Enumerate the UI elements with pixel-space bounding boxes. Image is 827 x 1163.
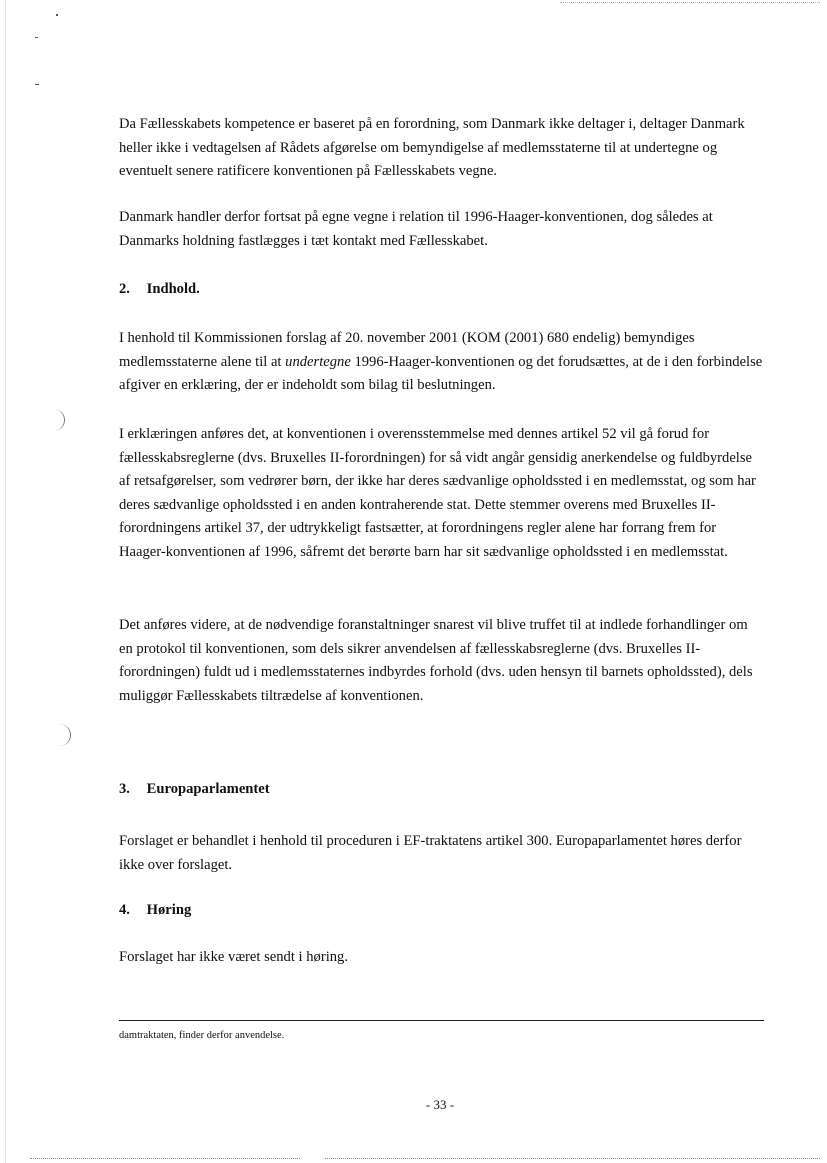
heading-indhold (119, 279, 200, 299)
scan-speck (35, 37, 38, 38)
paragraph-text: I henhold til Kommissionen forslag af 20. november 2001 (KOM (2001) 680 endelig) bemyndiges medlemsstaterne alene til at (119, 330, 695, 370)
paragraph-competence: Da Fællesskabets kompetence er baseret på en forordning, som Danmark ikke deltager i, deltager Danmark heller ikke i vedtagelsen af Rådets afgørelse om bemyndigelse af medlemsstaterne til at undertegne og eventuelt senere ratificere konventionen på Fællesskabets vegne. (119, 116, 745, 179)
emphasis-undertegne: undertegne (285, 353, 351, 370)
heading-number: 4. (119, 902, 130, 918)
heading-number: 2. (119, 281, 130, 297)
footnote-text: damtraktaten, finder derfor anvendelse. (119, 1030, 285, 1041)
paragraph-text: 1996-Haager-konventionen og det forudsættes, at de i den forbindelse afgiver en erklæring, der er indeholdt som bilag til beslutningen. (119, 353, 763, 393)
scan-noise-bottom (325, 1158, 820, 1159)
paragraph-commission-proposal (119, 327, 765, 398)
paragraph-denmark-acts: Danmark handler derfor fortsat på egne vegne i relation til 1996-Haager-konventionen, dog således at Danmarks holdning fastlægges i tæt kontakt med Fællesskabet. (119, 209, 713, 249)
scan-noise-bottom (30, 1158, 300, 1159)
punch-hole-mark (56, 724, 71, 746)
heading-title: Høring (146, 902, 192, 918)
page-number: - 33 - (425, 1097, 455, 1112)
scan-speck (56, 14, 58, 16)
paragraph-consultation: Forslaget har ikke været sendt i høring. (119, 949, 348, 965)
punch-hole-mark (50, 409, 65, 431)
paragraph-procedure: Forslaget er behandlet i henhold til proceduren i EF-traktatens artikel 300. Europaparlamentet høres derfor ikke over forslaget. (119, 833, 742, 873)
scan-noise-top (560, 2, 820, 3)
scan-speck (35, 84, 39, 85)
paragraph-protocol: Det anføres videre, at de nødvendige foranstaltninger snarest vil blive truffet til at indlede forhandlinger om en protokol til konventionen, som dels sikrer anvendelsen af fællesskabsreglerne (dvs. Bruxelles II-forordningen) fuldt ud i medlemsstaternes indbyrdes forhold (dvs. uden hensyn til barnets opholdssted), dels muliggør Fællesskabets tiltrædelse af konventionen. (119, 617, 753, 704)
heading-europaparlamentet (119, 779, 270, 799)
paragraph-declaration: I erklæringen anføres det, at konventionen i overensstemmelse med dennes artikel 52 vil gå forud for fællesskabsreglerne (dvs. Bruxelles II-forordningen) for så vidt angår gensidig anerkendelse og fuldbyrdelse af retsafgørelser, som vedrører børn, der ikke har deres sædvanlige opholdssted i en medlemsstat, og som har deres sædvanlige opholdssted i en anden kontraherende stat. Dette stemmer overens med Bruxelles II-forordningens artikel 37, der udtrykkeligt fastsætter, at forordningens regler alene har forrang frem for Haager-konventionen af 1996, såfremt det berørte barn har sit sædvanlige opholdssted i en medlemsstat. (119, 426, 756, 560)
footnote-divider (119, 1020, 764, 1021)
heading-number: 3. (119, 781, 130, 797)
scan-edge-line (5, 0, 6, 1163)
heading-title: Europaparlamentet (146, 781, 270, 797)
heading-horing (119, 900, 191, 920)
heading-title: Indhold. (146, 281, 200, 297)
